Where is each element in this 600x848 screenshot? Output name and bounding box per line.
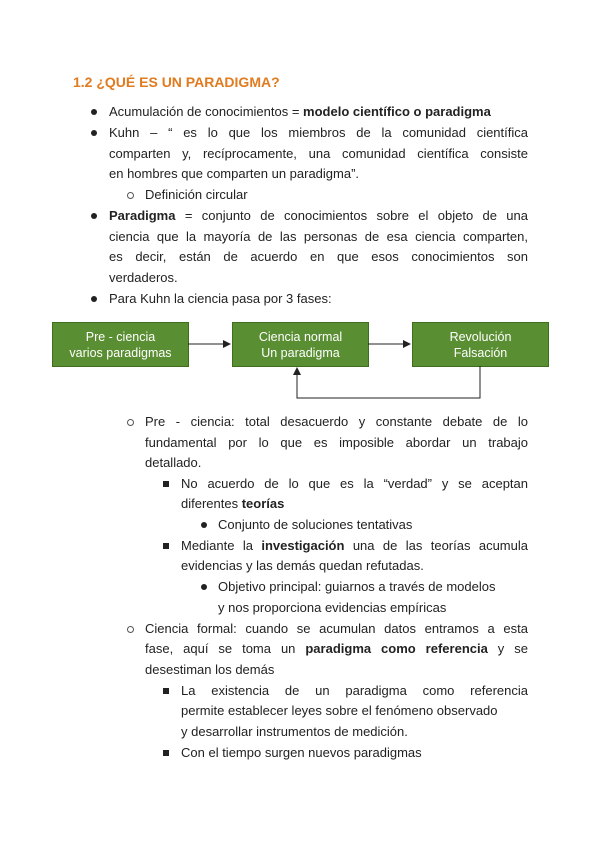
c2-line-3: desestiman los demás bbox=[145, 662, 275, 677]
box3-line2: Falsación bbox=[453, 345, 508, 360]
box1-line1: Pre - ciencia bbox=[85, 329, 156, 344]
c2s1-line-3: y desarrollar instrumentos de medición. bbox=[181, 724, 408, 739]
c1s1-sub: Conjunto de soluciones tentativas bbox=[218, 517, 413, 532]
box2-line2: Un paradigma bbox=[261, 345, 340, 360]
c2-line-1: Ciencia formal: cuando se acumulan datos entramos a esta bbox=[145, 621, 528, 636]
bullet-2-sub: Definición circular bbox=[145, 187, 248, 202]
c1-line-3: detallado. bbox=[145, 455, 202, 470]
phase-box-pre-ciencia bbox=[52, 322, 189, 367]
c2-line-2: fase, aquí se toma un paradigma como referencia y se bbox=[145, 641, 528, 656]
bullet-square bbox=[163, 750, 169, 756]
c1s1-line-1: No acuerdo de lo que es la “verdad” y se aceptan bbox=[181, 476, 528, 491]
bullet-dot bbox=[91, 296, 97, 302]
c1-line-1: Pre - ciencia: total desacuerdo y constante debate de lo bbox=[145, 414, 528, 429]
bullet-dot bbox=[91, 130, 97, 136]
c2s1-line-1: La existencia de un paradigma como referencia bbox=[181, 683, 528, 698]
c2s1-line-2: permite establecer leyes sobre el fenómeno observado bbox=[181, 703, 498, 718]
c1-line-2: fundamental por lo que es imposible abordar un trabajo bbox=[145, 435, 528, 450]
bullet-3-line-2: ciencia que la mayoría de las personas de esa ciencia comparten, bbox=[109, 229, 528, 244]
section-heading: 1.2 ¿QUÉ ES UN PARADIGMA? bbox=[73, 74, 280, 90]
box2-line1: Ciencia normal bbox=[258, 329, 343, 344]
bullet-square bbox=[163, 688, 169, 694]
c1s2-sub-line-2: y nos proporciona evidencias empíricas bbox=[218, 600, 447, 615]
bullet-circle bbox=[127, 626, 134, 633]
bullet-3-line-3: es decir, están de acuerdo en que esos conocimientos son bbox=[109, 249, 528, 264]
bullet-square bbox=[163, 543, 169, 549]
bullet-3-line-4: verdaderos. bbox=[109, 270, 178, 285]
bullet-circle bbox=[127, 419, 134, 426]
bullet-2-line-1: Kuhn – “ es lo que los miembros de la comunidad científica bbox=[109, 125, 528, 140]
bullet-2-line-2: comparten y, recíprocamente, una comunidad científica consiste bbox=[109, 146, 528, 161]
c1s2-line-2: evidencias y las demás quedan refutadas. bbox=[181, 558, 424, 573]
bullet-dot bbox=[91, 213, 97, 219]
bullet-dot bbox=[201, 584, 207, 590]
arrow-loop-back bbox=[297, 366, 480, 398]
box1-line2: varios paradigmas bbox=[69, 345, 172, 360]
bullet-3-line-1: Paradigma = conjunto de conocimientos sobre el objeto de una bbox=[109, 208, 528, 223]
c2s2-text: Con el tiempo surgen nuevos paradigmas bbox=[181, 745, 422, 760]
bullet-4-text: Para Kuhn la ciencia pasa por 3 fases: bbox=[109, 291, 332, 306]
bullet-1-text: Acumulación de conocimientos = modelo científico o paradigma bbox=[109, 104, 491, 119]
bullet-2-line-3: en hombres que comparten un paradigma”. bbox=[109, 166, 360, 181]
bullet-square bbox=[163, 481, 169, 487]
phase-box-revolucion bbox=[412, 322, 549, 367]
box3-line1: Revolución bbox=[449, 329, 512, 344]
bullet-circle bbox=[127, 192, 134, 199]
c1s2-line-1: Mediante la investigación una de las teorías acumula bbox=[181, 538, 528, 553]
c1s1-line-2: diferentes teorías bbox=[181, 496, 285, 511]
phase-box-ciencia-normal bbox=[232, 322, 369, 367]
c1s2-sub-line-1: Objetivo principal: guiarnos a través de modelos bbox=[218, 579, 496, 594]
bullet-dot bbox=[91, 109, 97, 115]
bullet-dot bbox=[201, 522, 207, 528]
